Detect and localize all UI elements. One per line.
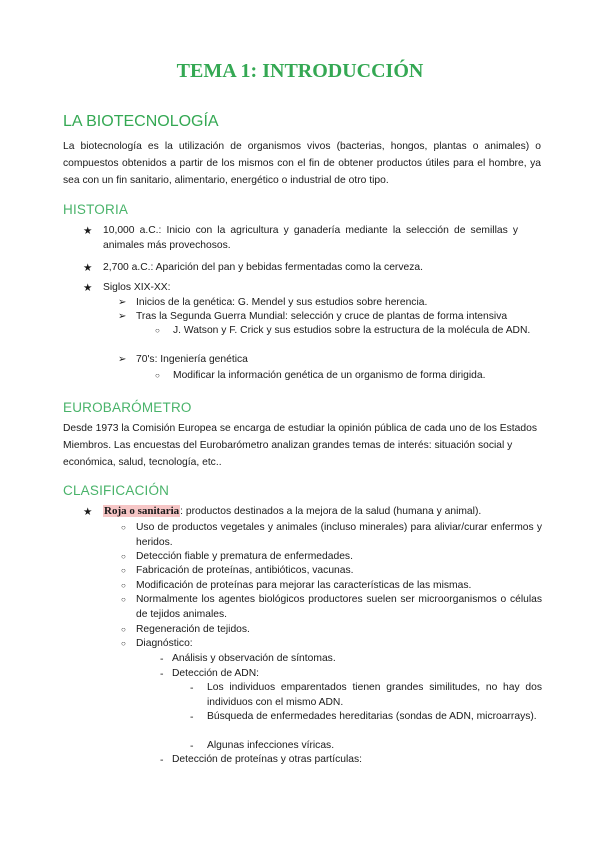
section-heading-historia: HISTORIA <box>63 202 129 217</box>
circle-bullet-icon: ○ <box>121 566 126 575</box>
page-title: TEMA 1: INTRODUCCIÓN <box>176 60 424 82</box>
historia-item: 10,000 a.C.: Inicio con la agricultura y ganadería mediante la selección de semillas y animales más provechosos. <box>103 225 518 251</box>
star-bullet-icon: ★ <box>83 506 93 518</box>
siglos-subsubitem: Modificar la información genética de un organismo de forma dirigida. <box>173 370 486 381</box>
adn-item: Algunas infecciones víricas. <box>207 740 335 751</box>
arrow-bullet-icon: ➢ <box>118 297 127 308</box>
sanitaria-item: Detección fiable y prematura de enfermedades. <box>136 551 353 562</box>
sanitaria-item: Normalmente los agentes biológicos productores suelen ser microorganismos o células de tejidos animales. <box>136 594 542 620</box>
dash-bullet-icon: - <box>160 754 164 766</box>
sanitaria-item: Uso de productos vegetales y animales (incluso minerales) para aliviar/curar enfermos y heridos. <box>136 522 542 548</box>
diagnostico-item: Detección de ADN: <box>172 668 259 679</box>
circle-bullet-icon: ○ <box>121 581 126 590</box>
circle-bullet-icon: ○ <box>121 595 126 604</box>
diagnostico-item: Detección de proteínas y otras partículas: <box>172 754 363 765</box>
star-bullet-icon: ★ <box>83 282 93 294</box>
siglos-subitem: Inicios de la genética: G. Mendel y sus estudios sobre herencia. <box>136 297 428 308</box>
dash-bullet-icon: - <box>190 711 194 723</box>
arrow-bullet-icon: ➢ <box>118 311 127 322</box>
siglos-subitem: Tras la Segunda Guerra Mundial: selección y cruce de plantas de forma intensiva <box>136 311 508 322</box>
dash-bullet-icon: - <box>190 682 194 694</box>
eurobarometro-paragraph: Desde 1973 la Comisión Europea se encarga de estudiar la opinión pública de cada uno de los Estados Miembros. Las encuestas del Eurobarómetro analizan grandes temas de interés: situación social y económica, salud, tecnología, etc.. <box>63 423 537 468</box>
dash-bullet-icon: - <box>190 740 194 752</box>
star-bullet-icon: ★ <box>83 225 93 237</box>
section-heading-eurobarometro: EUROBARÓMETRO <box>63 400 192 415</box>
siglos-subsubitem: J. Watson y F. Crick y sus estudios sobre la estructura de la molécula de ADN. <box>173 325 531 336</box>
circle-bullet-icon: ○ <box>121 639 126 648</box>
roja-sanitaria-label: Roja o sanitaria <box>104 505 180 517</box>
circle-bullet-icon: ○ <box>155 371 160 380</box>
diagnostico-item: Análisis y observación de síntomas. <box>172 653 336 664</box>
historia-item: 2,700 a.C.: Aparición del pan y bebidas fermentadas como la cerveza. <box>103 262 423 273</box>
biotecnologia-paragraph: La biotecnología es la utilización de organismos vivos (bacterias, hongos, plantas o animales) o compuestos obtenidos a partir de los mismos con el fin de obtener productos útiles para el hombre, ya sea con un fin sanitario, alimentario, energético o industrial de otro tipo. <box>63 141 541 186</box>
dash-bullet-icon: - <box>160 668 164 680</box>
sanitaria-item: Regeneración de tejidos. <box>136 624 250 635</box>
circle-bullet-icon: ○ <box>155 326 160 335</box>
adn-item: Los individuos emparentados tienen grandes similitudes, no hay dos individuos con el mismo ADN. <box>207 682 542 708</box>
clasificacion-roja-item <box>103 504 543 520</box>
historia-item: Siglos XIX-XX: <box>103 282 171 293</box>
circle-bullet-icon: ○ <box>121 552 126 561</box>
sanitaria-item: Fabricación de proteínas, antibióticos, vacunas. <box>136 565 354 576</box>
circle-bullet-icon: ○ <box>121 625 126 634</box>
adn-item: Búsqueda de enfermedades hereditarias (sondas de ADN, microarrays). <box>207 711 537 722</box>
section-heading-clasificacion: CLASIFICACIÓN <box>63 483 170 498</box>
arrow-bullet-icon: ➢ <box>118 354 127 365</box>
section-heading-biotecnologia: LA BIOTECNOLOGÍA <box>63 113 219 130</box>
sanitaria-item: Modificación de proteínas para mejorar las características de las mismas. <box>136 580 472 591</box>
sanitaria-item: Diagnóstico: <box>136 638 193 649</box>
dash-bullet-icon: - <box>160 653 164 665</box>
star-bullet-icon: ★ <box>83 262 93 274</box>
siglos-subitem: 70's: Ingeniería genética <box>136 354 248 365</box>
roja-sanitaria-text: : productos destinados a la mejora de la salud (humana y animal). <box>180 506 482 517</box>
circle-bullet-icon: ○ <box>121 523 126 532</box>
